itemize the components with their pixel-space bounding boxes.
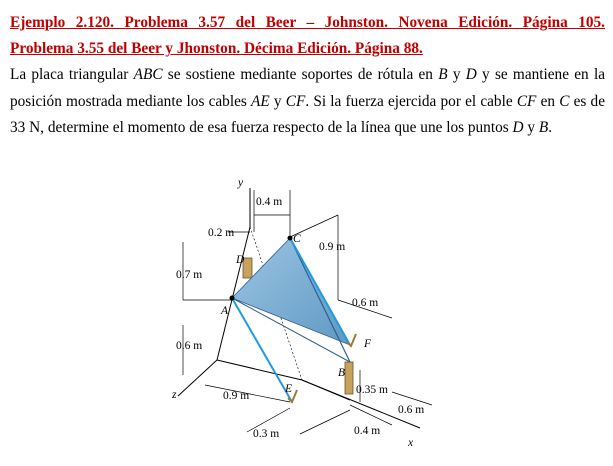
y-axis-label: y [238,177,244,189]
point-f-label: F [364,338,372,350]
example-heading-line-2: Problema 3.55 del Beer y Jhonston. Décima Edición. Página 88. [10,40,423,57]
z-axis [178,360,217,396]
point-a-marker [230,296,235,301]
frame-line [302,380,350,400]
z-axis-label: z [172,389,177,401]
support-d [243,258,252,278]
point-e-label: E [285,383,293,395]
point-d-label: D [236,254,245,266]
dim-label: 0.3 m [253,428,280,440]
x-axis-label: x [408,437,414,449]
support-b [345,362,353,394]
point-a-label: A [221,305,229,317]
dim-label: 0.6 m [352,297,379,309]
dim-label: 0.9 m [319,241,346,253]
dim-label: 0.6 m [176,340,203,352]
point-c-label: C [293,233,301,245]
dim-label: 0.4 m [354,425,381,437]
dim-label: 0.9 m [223,390,250,402]
dim-label: 0.4 m [256,196,283,208]
dim-label: 0.2 m [208,227,235,239]
point-b-label: B [338,367,346,379]
example-heading-line-1: Ejemplo 2.120. Problema 3.57 del Beer – Johnston. Novena Edición. Página 105. [10,14,605,31]
dim-label: 0.7 m [176,269,203,281]
anchor-f [347,334,356,346]
point-c-marker [288,236,293,241]
dim-label: 0.6 m [398,404,425,416]
frame-line [217,360,302,380]
dim-label: 0.35 m [356,384,388,396]
dim-line [300,410,350,434]
problem-statement: La placa triangular ABC se sostiene mediante soportes de rótula en B y D y se mantiene en la posición mostrada mediante los cables AE y CF. Si la fuerza ejercida por el cable CF en C es de 33 N, determine el momento de esa fuerza respecto de la línea que une los puntos D y B. [10,66,605,137]
